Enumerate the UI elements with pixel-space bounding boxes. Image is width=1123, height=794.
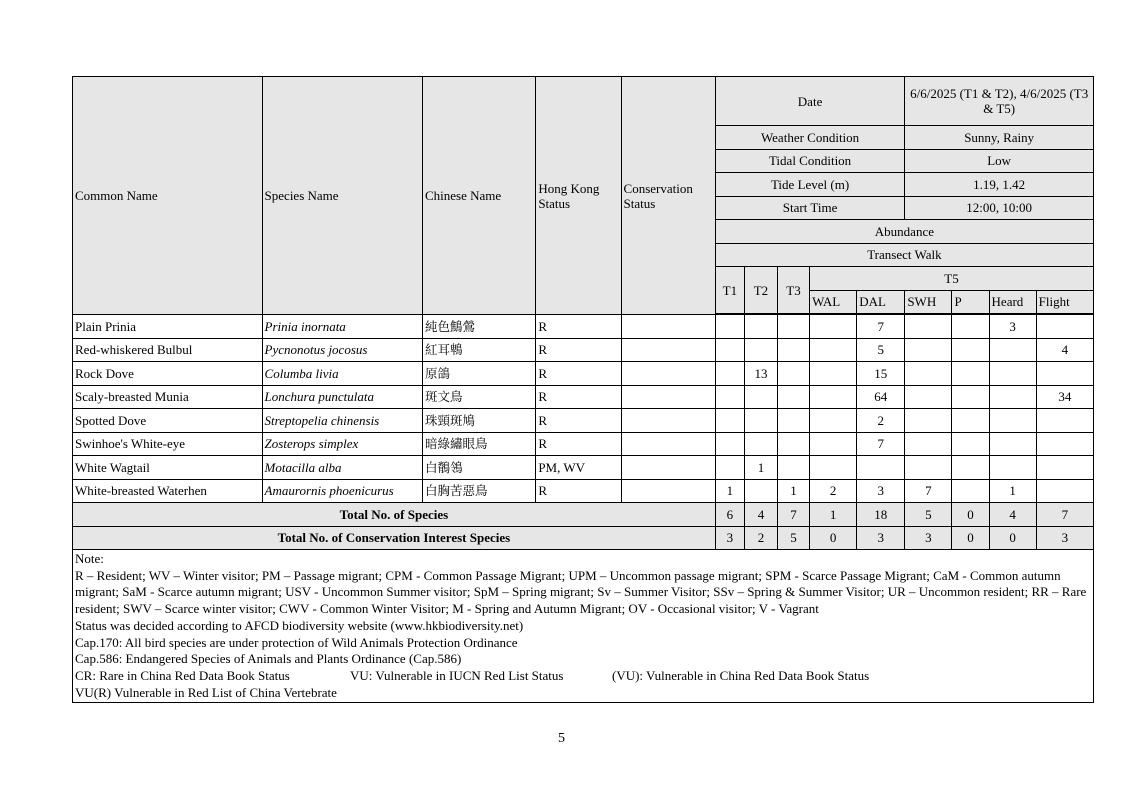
hk-status-cell: R [536,432,621,456]
t2-count-cell: 13 [744,362,777,386]
swh-count-cell [905,315,952,339]
wal-header: WAL [810,290,857,314]
bird-survey-table [72,76,1094,703]
heard-count-cell [989,385,1036,409]
common-name-cell: Spotted Dove [73,409,263,433]
species-name-cell: Amaurornis phoenicurus [262,479,422,503]
p-header: P [952,290,989,314]
t1-count-cell [715,362,744,386]
notes-cap586: Cap.586: Endangered Species of Animals and Plants Ordinance (Cap.586) [75,651,462,667]
dal-header: DAL [857,290,905,314]
notes-vur: VU(R) Vulnerable in Red List of China Vertebrate [75,684,337,700]
heard-header: Heard [989,290,1036,314]
chinese-name-cell: 原鴿 [423,362,536,386]
total-conservation-p: 0 [952,526,989,550]
table-row [73,338,1094,362]
flight-count-cell: 4 [1036,338,1093,362]
p-count-cell [952,362,989,386]
chinese-name-cell: 純色鷦鶯 [423,315,536,339]
p-count-cell [952,479,989,503]
dal-count-cell [857,456,905,480]
chinese-name-cell: 紅耳鵯 [423,338,536,362]
t1-count-cell: 1 [715,479,744,503]
hk-status-cell: R [536,385,621,409]
dal-count-cell: 2 [857,409,905,433]
page-number: 5 [558,731,565,746]
p-count-cell [952,456,989,480]
t3-count-cell [777,409,809,433]
chinese-name-cell: 暗綠繡眼鳥 [423,432,536,456]
wal-count-cell [810,456,857,480]
swh-count-cell [905,409,952,433]
t3-count-cell [777,338,809,362]
heard-count-cell [989,362,1036,386]
p-count-cell [952,338,989,362]
swh-count-cell [905,385,952,409]
weather-value: Sunny, Rainy [905,126,1094,150]
p-count-cell [952,315,989,339]
t5-header: T5 [810,267,1094,291]
table-row [73,456,1094,480]
flight-count-cell [1036,479,1093,503]
t2-count-cell [744,385,777,409]
p-count-cell [952,409,989,433]
total-conservation-flight: 3 [1036,526,1093,550]
tide-level-value: 1.19, 1.42 [905,173,1094,197]
t1-count-cell [715,409,744,433]
hk-status-cell: R [536,362,621,386]
heard-count-cell [989,409,1036,433]
total-species-label: Total No. of Species [73,503,716,527]
total-species-t3: 7 [777,503,809,527]
total-species-heard: 4 [989,503,1036,527]
flight-count-cell: 34 [1036,385,1093,409]
notes-cap170: Cap.170: All bird species are under protection of Wild Animals Protection Ordinance [75,634,518,650]
total-species-t1: 6 [715,503,744,527]
hk-status-cell: R [536,479,621,503]
t2-count-cell [744,315,777,339]
t3-count-cell [777,362,809,386]
swh-count-cell [905,338,952,362]
common-name-cell: Scaly-breasted Munia [73,385,263,409]
swh-count-cell: 7 [905,479,952,503]
wal-count-cell [810,385,857,409]
total-conservation-t3: 5 [777,526,809,550]
dal-count-cell: 5 [857,338,905,362]
t3-header: T3 [777,267,809,314]
conservation-status-cell [621,338,715,362]
t1-count-cell [715,456,744,480]
t2-count-cell [744,338,777,362]
heard-count-cell [989,432,1036,456]
t3-count-cell [777,315,809,339]
chinese-name-cell: 白鶺鴒 [423,456,536,480]
t3-count-cell [777,456,809,480]
species-name-cell: Streptopelia chinensis [262,409,422,433]
total-conservation-heard: 0 [989,526,1036,550]
t2-count-cell [744,479,777,503]
chinese-name-cell: 斑文鳥 [423,385,536,409]
notes-vu-iucn: VU: Vulnerable in IUCN Red List Status [350,667,564,683]
notes-cr: CR: Rare in China Red Data Book Status [75,667,290,683]
total-conservation-t2: 2 [744,526,777,550]
tidal-label: Tidal Condition [715,149,905,173]
total-species-wal: 1 [810,503,857,527]
notes-vu-china: (VU): Vulnerable in China Red Data Book Status [612,667,870,683]
wal-count-cell [810,315,857,339]
species-rows [73,315,1094,503]
table-row [73,479,1094,503]
start-time-label: Start Time [715,196,905,220]
dal-count-cell: 7 [857,315,905,339]
common-name-cell: Swinhoe's White-eye [73,432,263,456]
species-name-cell: Zosterops simplex [262,432,422,456]
t2-count-cell [744,409,777,433]
swh-count-cell [905,456,952,480]
wal-count-cell [810,409,857,433]
total-species-swh: 5 [905,503,952,527]
hk-status-cell: R [536,315,621,339]
t2-count-cell: 1 [744,456,777,480]
total-conservation-t1: 3 [715,526,744,550]
dal-count-cell: 15 [857,362,905,386]
species-name-cell: Lonchura punctulata [262,385,422,409]
heard-count-cell: 3 [989,315,1036,339]
header-conservation-status: Conservation Status [621,77,715,315]
header-chinese-name: Chinese Name [423,77,536,315]
dal-count-cell: 3 [857,479,905,503]
conservation-status-cell [621,409,715,433]
flight-count-cell [1036,362,1093,386]
t3-count-cell [777,432,809,456]
notes-status-codes [75,668,1091,685]
start-time-value: 12:00, 10:00 [905,196,1094,220]
t1-count-cell [715,338,744,362]
p-count-cell [952,432,989,456]
t2-count-cell [744,432,777,456]
notes-abbreviations: R – Resident; WV – Winter visitor; PM – Passage migrant; CPM - Common Passage Migrant; UPM – Uncommon passage migrant; SPM - Scarce Passage Migrant; CaM - Common autumn migrant; SaM - Scarce autumn migrant; USV - Uncommon Summer visitor; SpM – Spring migrant; Sv – Summer Visitor; SSv – Spring & Summer Visitor; UR – Uncommon resident; RR – Rare resident; SWV – Scarce winter visitor; CWV - Common Winter Visitor; M - Spring and Autumn Migrant; OV - Occasional visitor; V - Vagrant [75,567,1087,617]
table-row [73,362,1094,386]
common-name-cell: Red-whiskered Bulbul [73,338,263,362]
common-name-cell: White-breasted Waterhen [73,479,263,503]
hk-status-cell: PM, WV [536,456,621,480]
notes-title: Note: [75,551,104,566]
header-species-name: Species Name [262,77,422,315]
conservation-status-cell [621,315,715,339]
conservation-status-cell [621,456,715,480]
species-name-cell: Prinia inornata [262,315,422,339]
wal-count-cell: 2 [810,479,857,503]
conservation-status-cell [621,432,715,456]
wal-count-cell [810,432,857,456]
total-conservation-swh: 3 [905,526,952,550]
date-value: 6/6/2025 (T1 & T2), 4/6/2025 (T3 & T5) [905,77,1094,126]
header-common-name: Common Name [73,77,263,315]
p-count-cell [952,385,989,409]
species-name-cell: Pycnonotus jocosus [262,338,422,362]
flight-count-cell [1036,456,1093,480]
transect-walk-header: Transect Walk [715,243,1093,267]
common-name-cell: White Wagtail [73,456,263,480]
wal-count-cell [810,362,857,386]
species-name-cell: Columba livia [262,362,422,386]
chinese-name-cell: 白胸苦惡鳥 [423,479,536,503]
total-conservation-dal: 3 [857,526,905,550]
swh-count-cell [905,362,952,386]
t1-header: T1 [715,267,744,314]
species-name-cell: Motacilla alba [262,456,422,480]
notes-cell [73,550,1094,703]
flight-count-cell [1036,432,1093,456]
notes-status-source: Status was decided according to AFCD biodiversity website (www.hkbiodiversity.net) [75,617,524,633]
hk-status-cell: R [536,409,621,433]
total-species-flight: 7 [1036,503,1093,527]
tide-level-label: Tide Level (m) [715,173,905,197]
t1-count-cell [715,315,744,339]
header-hk-status: Hong Kong Status [536,77,621,315]
swh-count-cell [905,432,952,456]
swh-header: SWH [905,290,952,314]
common-name-cell: Plain Prinia [73,315,263,339]
total-species-dal: 18 [857,503,905,527]
dal-count-cell: 7 [857,432,905,456]
total-conservation-wal: 0 [810,526,857,550]
heard-count-cell: 1 [989,479,1036,503]
t2-header: T2 [744,267,777,314]
dal-count-cell: 64 [857,385,905,409]
table-row [73,385,1094,409]
chinese-name-cell: 珠頸斑鳩 [423,409,536,433]
total-species-t2: 4 [744,503,777,527]
heard-count-cell [989,338,1036,362]
total-conservation-label: Total No. of Conservation Interest Species [73,526,716,550]
wal-count-cell [810,338,857,362]
table-row [73,409,1094,433]
common-name-cell: Rock Dove [73,362,263,386]
t1-count-cell [715,432,744,456]
t3-count-cell [777,385,809,409]
hk-status-cell: R [536,338,621,362]
date-label: Date [715,77,905,126]
t1-count-cell [715,385,744,409]
flight-header: Flight [1036,290,1093,314]
conservation-status-cell [621,362,715,386]
flight-count-cell [1036,315,1093,339]
total-species-p: 0 [952,503,989,527]
weather-label: Weather Condition [715,126,905,150]
tidal-value: Low [905,149,1094,173]
conservation-status-cell [621,385,715,409]
table-row [73,315,1094,339]
t3-count-cell: 1 [777,479,809,503]
conservation-status-cell [621,479,715,503]
table-row [73,432,1094,456]
abundance-header: Abundance [715,220,1093,244]
flight-count-cell [1036,409,1093,433]
heard-count-cell [989,456,1036,480]
